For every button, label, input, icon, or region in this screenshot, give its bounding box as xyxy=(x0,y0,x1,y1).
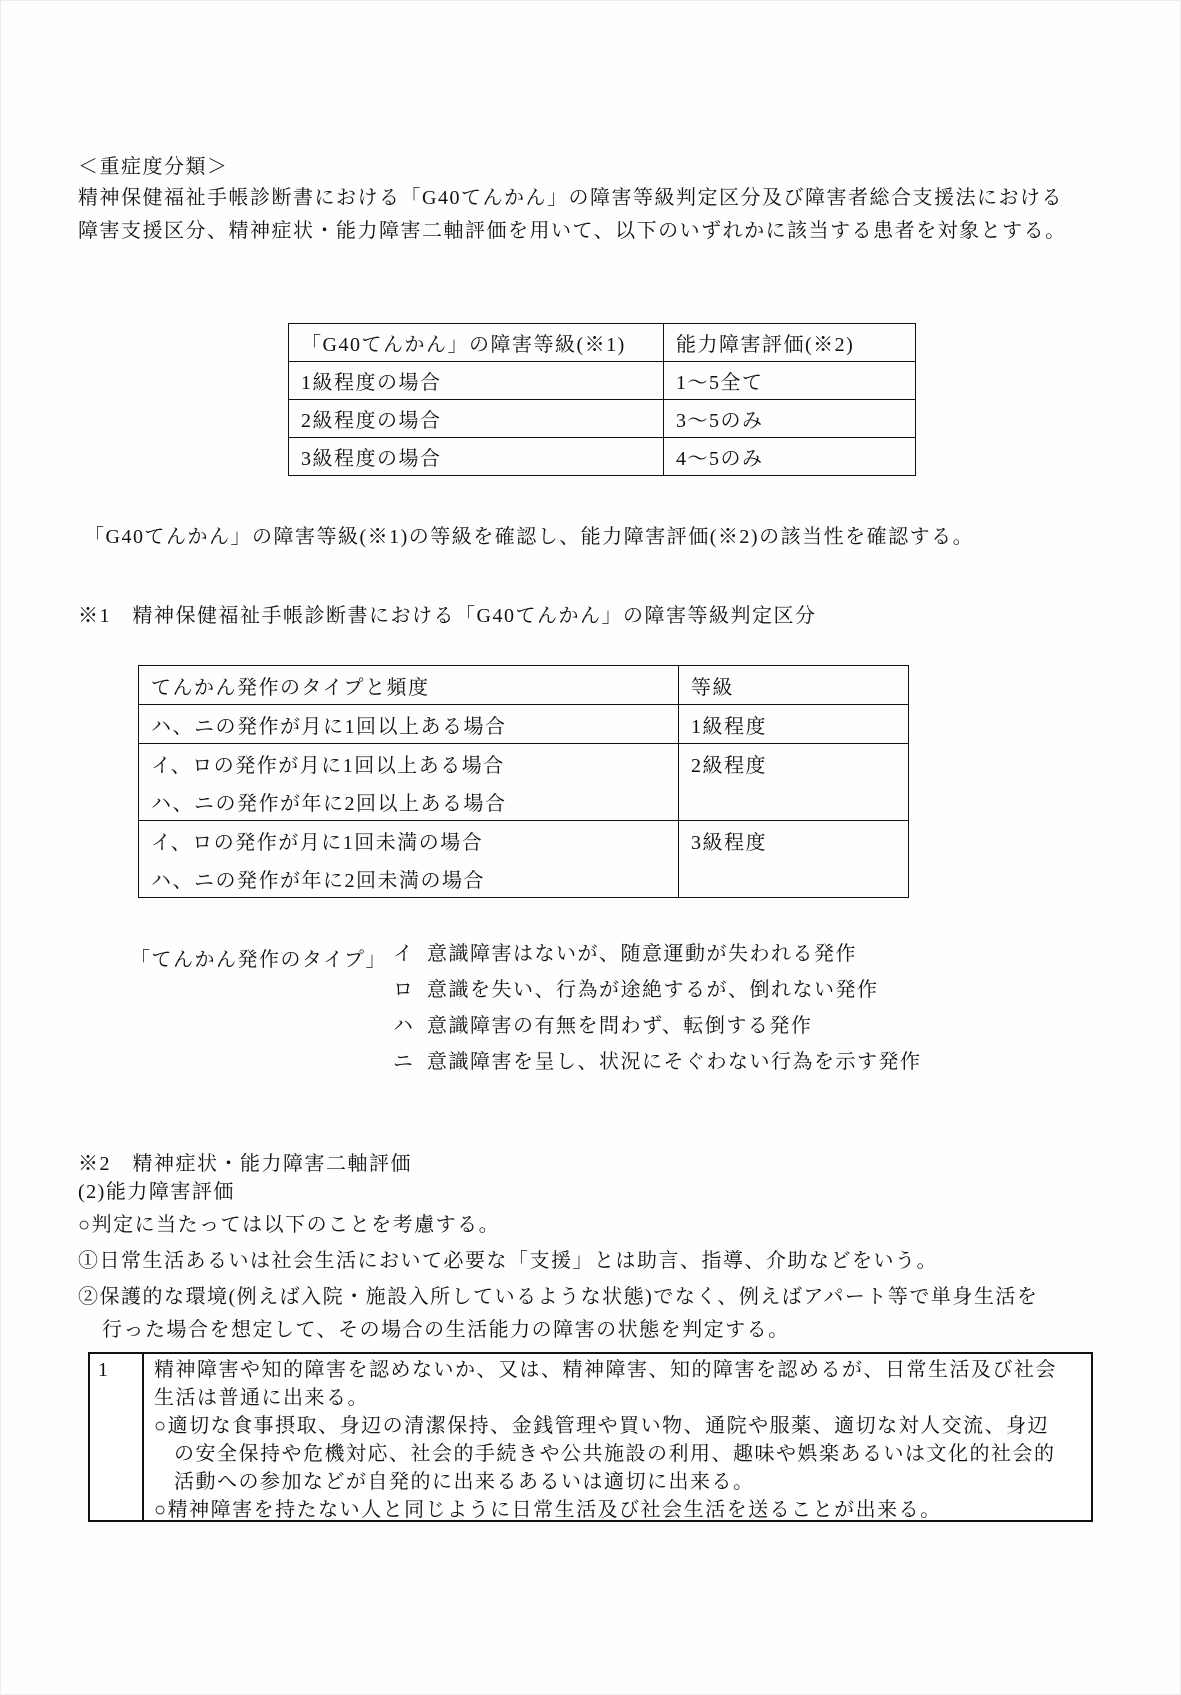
cell-line: 1級程度 xyxy=(691,715,767,738)
header-text: 等級 xyxy=(691,676,734,699)
consideration-item-2: ②保護的な環境(例えば入院・施設入所しているような状態)でなく、例えばアパート等で単身生活を xyxy=(78,1286,1039,1308)
item-text: 意識障害はないが、随意運動が失われる発作 xyxy=(427,943,857,965)
consideration-item-2-continued: 行った場合を想定して、その場合の生活能力の障害の状態を判定する。 xyxy=(102,1319,790,1341)
table-header-cell: 能力障害評価(※2) xyxy=(664,324,916,362)
seizure-type-item xyxy=(393,1008,922,1044)
section1-heading: ※1 精神保健福祉手帳診断書における「G40てんかん」の障害等級判定区分 xyxy=(78,605,817,627)
table-row xyxy=(289,400,916,438)
grade-evaluation-table xyxy=(288,323,916,476)
table-header-row xyxy=(139,666,909,705)
seizure-grade-table xyxy=(138,665,909,898)
section2-heading: ※2 精神症状・能力障害二軸評価 xyxy=(78,1153,412,1175)
table-cell: 3〜5のみ xyxy=(664,400,916,438)
seizure-type-item xyxy=(393,936,922,972)
item-marker: イ xyxy=(393,943,415,965)
grade-description-line: ○精神障害を持たない人と同じように日常生活及び社会生活を送ることが出来る。 xyxy=(154,1499,942,1520)
table-row xyxy=(139,821,909,898)
grade-description-cell xyxy=(144,1354,1091,1520)
table-cell: 2級程度の場合 xyxy=(289,400,664,438)
table-cell xyxy=(679,821,909,898)
cell-line: 3級程度 xyxy=(691,831,767,854)
intro-line: 精神保健福祉手帳診断書における「G40てんかん」の障害等級判定区分及び障害者総合支援法における xyxy=(78,187,1063,209)
item-text: 意識を失い、行為が途絶するが、倒れない発作 xyxy=(427,979,879,1001)
consideration-item-1: ①日常生活あるいは社会生活において必要な「支援」とは助言、指導、介助などをいう。 xyxy=(78,1250,938,1272)
item-text: 意識障害を呈し、状況にそぐわない行為を示す発作 xyxy=(427,1051,922,1073)
table-cell xyxy=(139,705,679,744)
table-cell xyxy=(139,744,679,821)
table-row xyxy=(289,438,916,476)
grade-number-cell: 1 xyxy=(90,1354,144,1520)
grade-description-line: 精神障害や知的障害を認めないか、又は、精神障害、知的障害を認めるが、日常生活及び社会 xyxy=(154,1359,1057,1381)
table-header-cell xyxy=(139,666,679,705)
page-title: ＜重症度分類＞ xyxy=(78,156,229,178)
header-text: てんかん発作のタイプと頻度 xyxy=(151,676,430,699)
seizure-type-label: 「てんかん発作のタイプ」 xyxy=(130,949,387,971)
table-cell: 3級程度の場合 xyxy=(289,438,664,476)
grade-description-line: ○適切な食事摂取、身辺の清潔保持、金銭管理や買い物、通院や服薬、適切な対人交流、身辺 xyxy=(154,1415,1050,1437)
grade-description-line: 活動への参加などが自発的に出来るあるいは適切に出来る。 xyxy=(174,1471,755,1493)
table-cell xyxy=(679,705,909,744)
seizure-type-list xyxy=(393,936,922,1080)
judgement-note: ○判定に当たっては以下のことを考慮する。 xyxy=(78,1214,501,1236)
table-row xyxy=(289,362,916,400)
table-cell xyxy=(139,821,679,898)
item-text: 意識障害の有無を問わず、転倒する発作 xyxy=(427,1015,813,1037)
table-cell: 1〜5全て xyxy=(664,362,916,400)
cell-line: 2級程度 xyxy=(691,754,767,777)
item-marker: ロ xyxy=(393,979,415,1001)
seizure-type-item xyxy=(393,1044,922,1080)
item-marker: ニ xyxy=(393,1051,415,1073)
section2-subheading: (2)能力障害評価 xyxy=(78,1181,235,1203)
item-marker: ハ xyxy=(393,1015,415,1037)
table-cell: 4〜5のみ xyxy=(664,438,916,476)
table-row xyxy=(139,744,909,821)
confirmation-note: 「G40てんかん」の障害等級(※1)の等級を確認し、能力障害評価(※2)の該当性を確認する。 xyxy=(84,526,975,548)
table-header-row xyxy=(289,324,916,362)
table-header-cell xyxy=(679,666,909,705)
ability-grade-table xyxy=(88,1352,1093,1522)
grade-description-line: の安全保持や危機対応、社会的手続きや公共施設の利用、趣味や娯楽あるいは文化的社会的 xyxy=(174,1443,1056,1465)
intro-paragraph xyxy=(78,182,1067,248)
table-cell xyxy=(679,744,909,821)
cell-line: ハ、ニの発作が月に1回以上ある場合 xyxy=(151,715,507,738)
cell-line: ハ、ニの発作が年に2回以上ある場合 xyxy=(151,792,507,815)
table-header-cell: 「G40てんかん」の障害等級(※1) xyxy=(289,324,664,362)
grade-description-line: 生活は普通に出来る。 xyxy=(154,1387,369,1409)
intro-line: 障害支援区分、精神症状・能力障害二軸評価を用いて、以下のいずれかに該当する患者を対象とする。 xyxy=(78,220,1067,242)
cell-line: イ、ロの発作が月に1回未満の場合 xyxy=(151,831,484,854)
table-cell: 1級程度の場合 xyxy=(289,362,664,400)
table-row xyxy=(139,705,909,744)
seizure-type-item xyxy=(393,972,922,1008)
cell-line: ハ、ニの発作が年に2回未満の場合 xyxy=(151,869,485,892)
cell-line: イ、ロの発作が月に1回以上ある場合 xyxy=(151,754,505,777)
